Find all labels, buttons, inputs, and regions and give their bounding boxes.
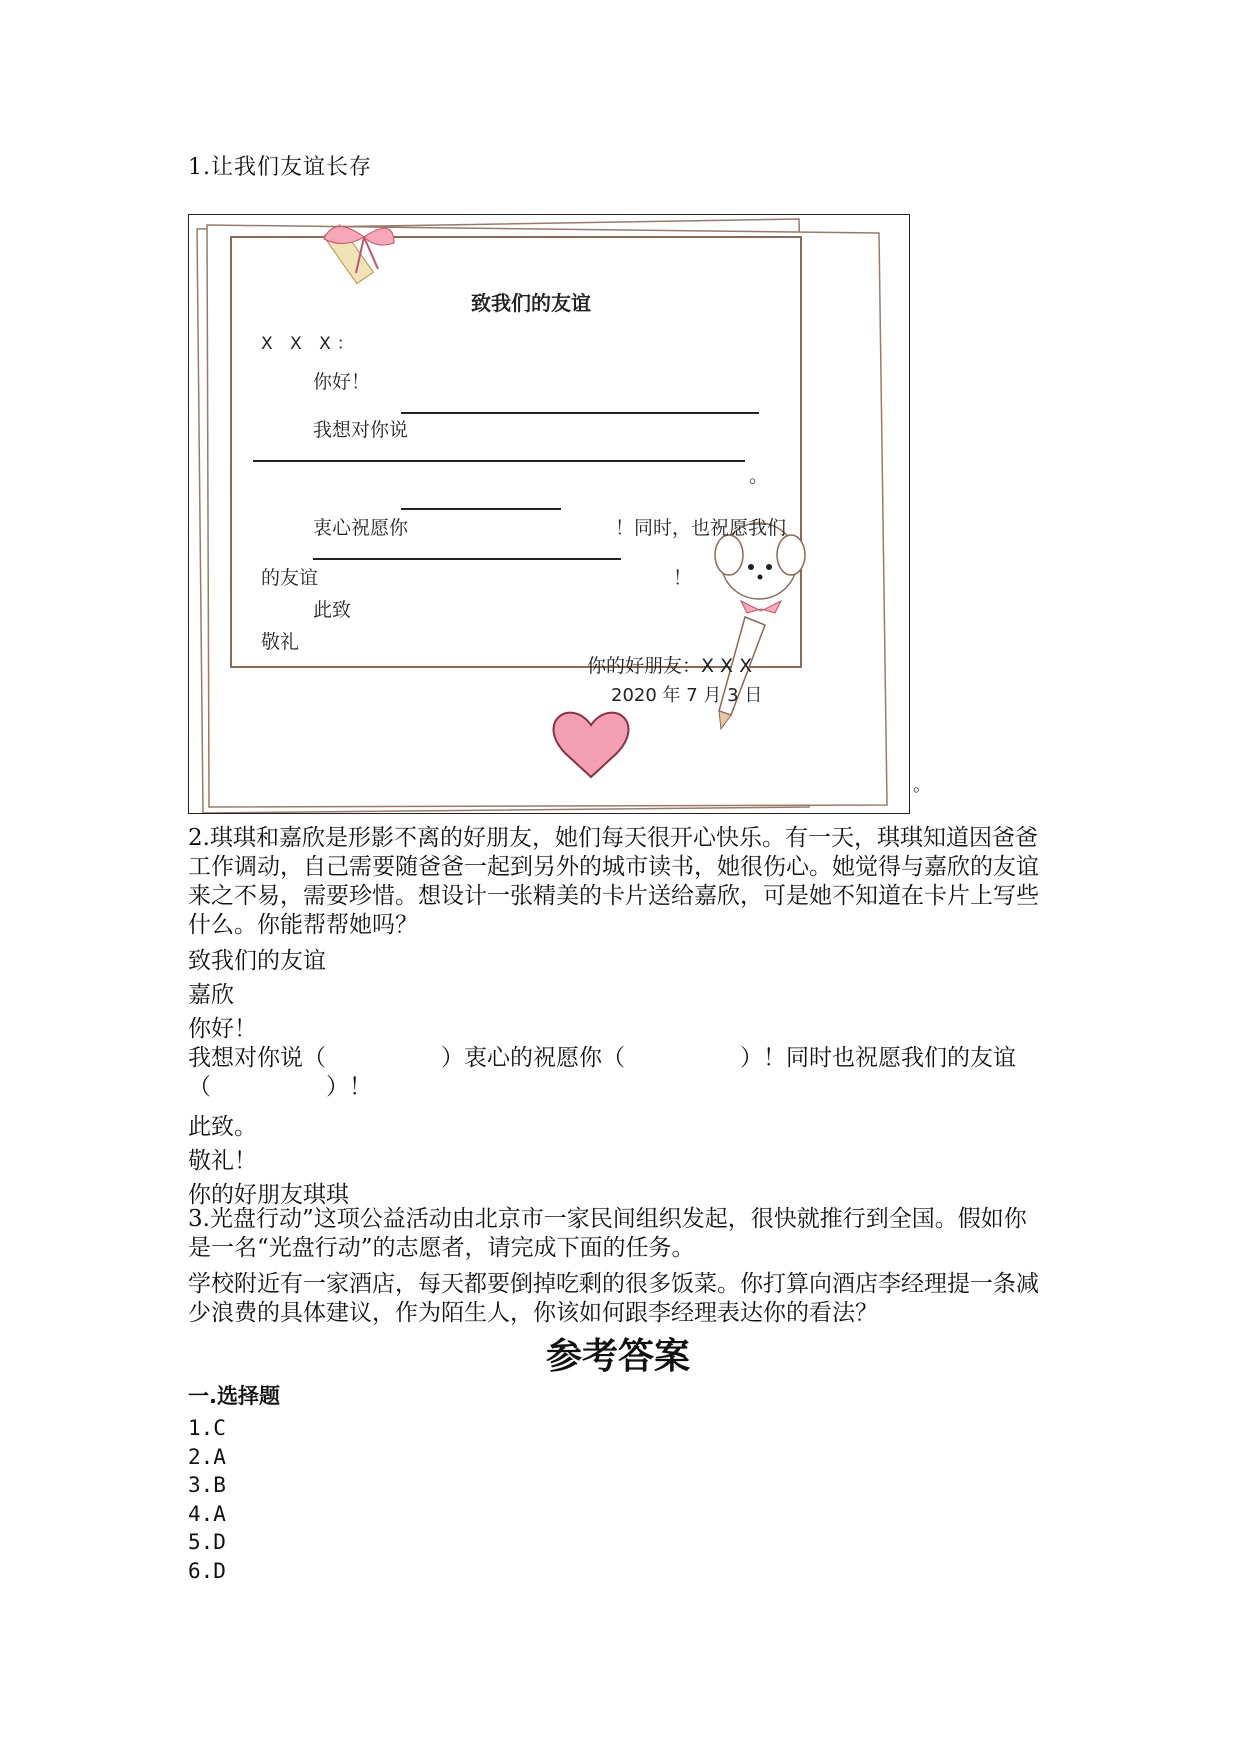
card-closing: 此致 (313, 599, 352, 621)
card-friendship-label: 的友谊 (261, 567, 319, 589)
card-friendship-end: ！ (673, 567, 693, 589)
card-wish-mid: ！同时，也祝愿我们 (615, 517, 787, 539)
answer-item: 6.D (188, 1558, 226, 1583)
friendship-card-image (188, 214, 931, 814)
answers-section-heading: 一.选择题 (188, 1384, 280, 1408)
card-say-end: 。 (749, 465, 769, 487)
q2-letter-to: 嘉欣 (188, 982, 234, 1008)
q2-letter-title: 致我们的友谊 (188, 948, 326, 974)
answer-item: 1.C (188, 1416, 226, 1440)
card-salute: 敬礼 (261, 631, 300, 653)
answer-list (188, 1414, 226, 1585)
card-title: 致我们的友谊 (471, 291, 591, 315)
q2-letter-signoff: 你的好朋友琪琪 (188, 1182, 349, 1208)
q2-letter-hello: 你好！ (188, 1016, 257, 1042)
trailing-period: 。 (913, 775, 931, 796)
question-3-task: 学校附近有一家酒店，每天都要倒掉吃剩的很多饭菜。你打算向酒店李经理提一条减少浪费的具体建议，作为陌生人，你该如何跟李经理表达你的看法？ (188, 1271, 1039, 1326)
question-1-title: 1.让我们友谊长存 (188, 155, 372, 180)
q2-letter-closing: 此致。 (188, 1114, 257, 1140)
question-2-prompt: 2.琪琪和嘉欣是形影不离的好朋友，她们每天很开心快乐。有一天，琪琪知道因爸爸工作调动，自己需要随爸爸一起到另外的城市读书，她很伤心。她觉得与嘉欣的友谊来之不易，需要珍惜。想设计一张精美的卡片送给嘉欣，可是她不知道在卡片上写些什么。你能帮帮她吗？ (188, 825, 1039, 938)
q2-letter-body: 我想对你说（ ）衷心的祝愿你（ ）！同时也祝愿我们的友谊（ ）！ (188, 1045, 1016, 1100)
q2-letter-salute: 敬礼！ (188, 1148, 257, 1174)
question-3-prompt: 3.光盘行动”这项公益活动由北京市一家民间组织发起，很快就推行到全国。假如你是一名“光盘行动”的志愿者，请完成下面的任务。 (188, 1206, 1027, 1261)
answer-item: 4.A (188, 1501, 226, 1526)
answers-title: 参考答案 (545, 1336, 690, 1377)
card-hello: 你好！ (313, 371, 371, 393)
answer-item: 2.A (188, 1444, 226, 1469)
card-date: 2020 年 7 月 3 日 (611, 685, 763, 706)
card-say-prefix: 我想对你说 (313, 419, 409, 441)
answer-item: 3.B (188, 1473, 226, 1497)
card-wish-prefix: 衷心祝愿你 (313, 517, 409, 539)
card-signoff: 你的好朋友：X X X (587, 655, 753, 677)
answer-item: 5.D (188, 1530, 226, 1554)
card-recipient: X X X： (261, 334, 360, 354)
